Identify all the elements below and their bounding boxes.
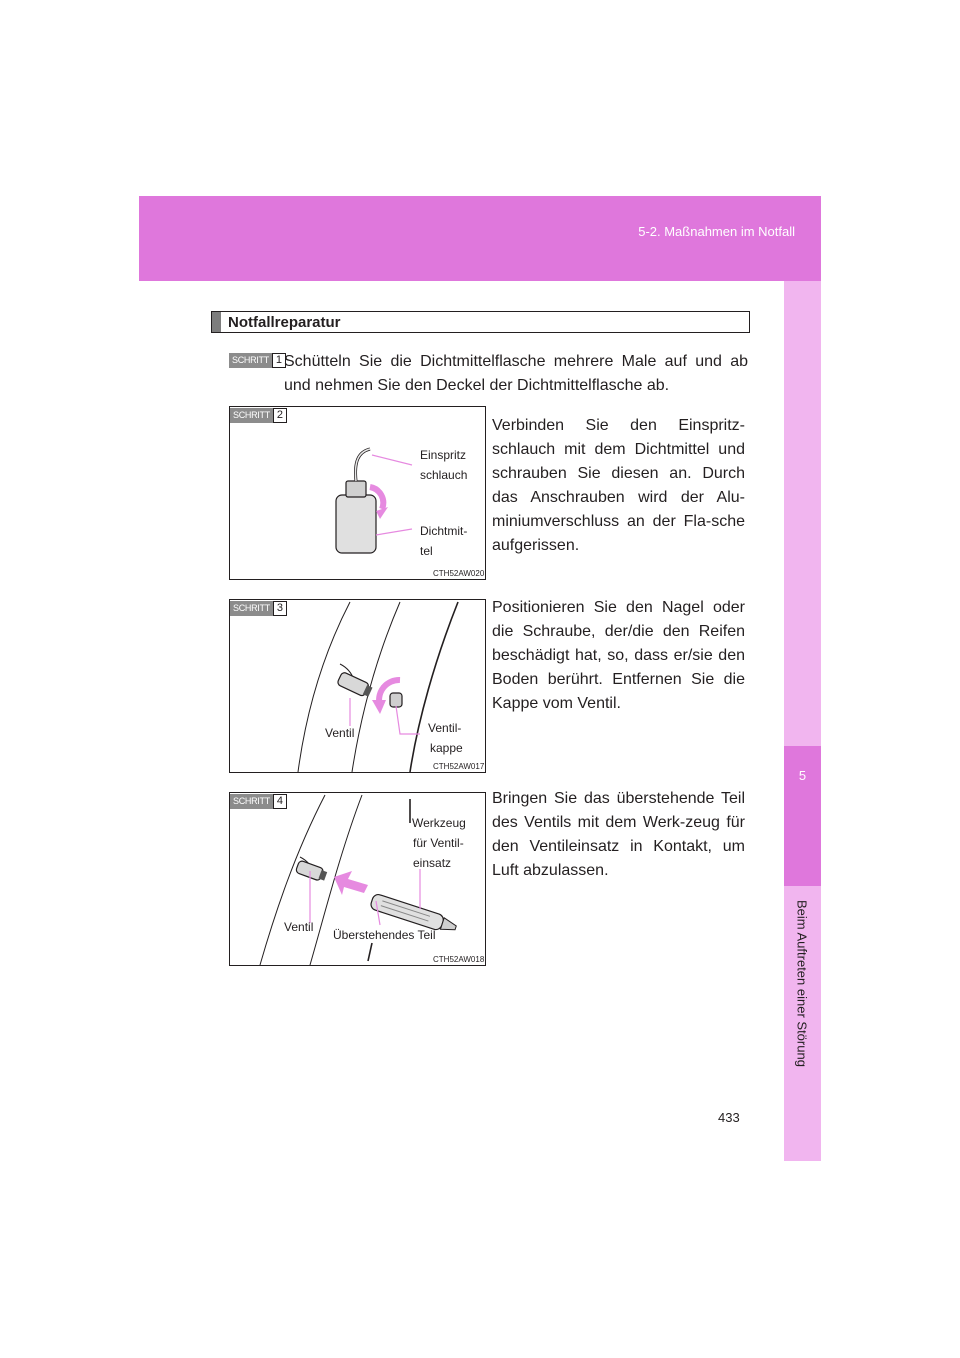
figure-code: CTH52AW020 xyxy=(433,569,485,578)
sidebar-chapter-marker xyxy=(784,746,821,886)
step-badge-4 xyxy=(230,794,287,809)
step-badge-number: 4 xyxy=(273,794,287,809)
figure-code: CTH52AW018 xyxy=(433,955,485,964)
label-ventilkappe: Ventil- xyxy=(428,721,462,735)
section-title-bar xyxy=(212,312,221,332)
section-title: Notfallreparatur xyxy=(228,314,341,331)
step-3-text: Positionieren Sie den Nagel oder die Schraube, der/die den Reifen beschädigt hat, so, dass er/sie den Boden berührt. Entfernen Sie die Kappe vom Ventil. xyxy=(492,599,745,712)
label-ventil: Ventil xyxy=(284,920,314,934)
label-schlauch: schlauch xyxy=(420,468,468,482)
label-dichtmittel: Dichtmit- xyxy=(420,524,468,538)
sidebar-chapter-number: 5 xyxy=(798,768,807,783)
label-einsatz: einsatz xyxy=(413,856,452,870)
step-badge-number: 2 xyxy=(273,408,287,423)
step-2-figure xyxy=(229,406,486,580)
step-3-figure xyxy=(229,599,486,773)
step-4-figure xyxy=(229,792,486,966)
chapter-header xyxy=(139,196,821,281)
label-fuer-ventil: für Ventil- xyxy=(413,836,464,850)
label-ueberstehendes-teil: Überstehendes Teil xyxy=(333,928,436,942)
label-werkzeug: Werkzeug xyxy=(412,816,466,830)
section-title-box xyxy=(211,311,750,333)
step-badge-number: 1 xyxy=(272,353,286,368)
step-badge-3 xyxy=(230,601,287,616)
sealant-bottle-illustration xyxy=(230,407,487,581)
figure-code: CTH52AW017 xyxy=(433,762,485,771)
label-einspritz: Einspritz xyxy=(420,448,467,462)
label-dichtmittel-2: tel xyxy=(420,544,433,558)
step-2-text: Verbinden Sie den Einspritz-schlauch mit dem Dichtmittel und schrauben Sie diesen an. Durch das Anschrauben wird der Alu-miniumverschluss an der Fla-sche aufgerissen. xyxy=(492,417,745,554)
step-4-text: Bringen Sie das überstehende Teil des Ventils mit dem Werk-zeug für den Ventileinsatz in Kontakt, um Luft abzulassen. xyxy=(492,790,745,879)
step-badge-label: SCHRITT xyxy=(229,353,272,368)
step-badge-label: SCHRITT xyxy=(230,601,273,616)
chapter-title: 5-2. Maßnahmen im Notfall xyxy=(638,224,795,239)
step-badge-label: SCHRITT xyxy=(230,408,273,423)
step-badge-number: 3 xyxy=(273,601,287,616)
page-number: 433 xyxy=(718,1110,740,1125)
sidebar-chapter-label: Beim Auftreten einer Störung xyxy=(794,900,810,1067)
step-badge-label: SCHRITT xyxy=(230,794,273,809)
step-badge-1 xyxy=(229,353,286,368)
label-ventil: Ventil xyxy=(325,726,355,740)
label-ventilkappe-2: kappe xyxy=(430,741,463,755)
step-badge-2 xyxy=(230,408,287,423)
step-1-text: Schütteln Sie die Dichtmittelflasche mehrere Male auf und ab und nehmen Sie den Deckel der Dichtmittelflasche ab. xyxy=(284,353,748,394)
